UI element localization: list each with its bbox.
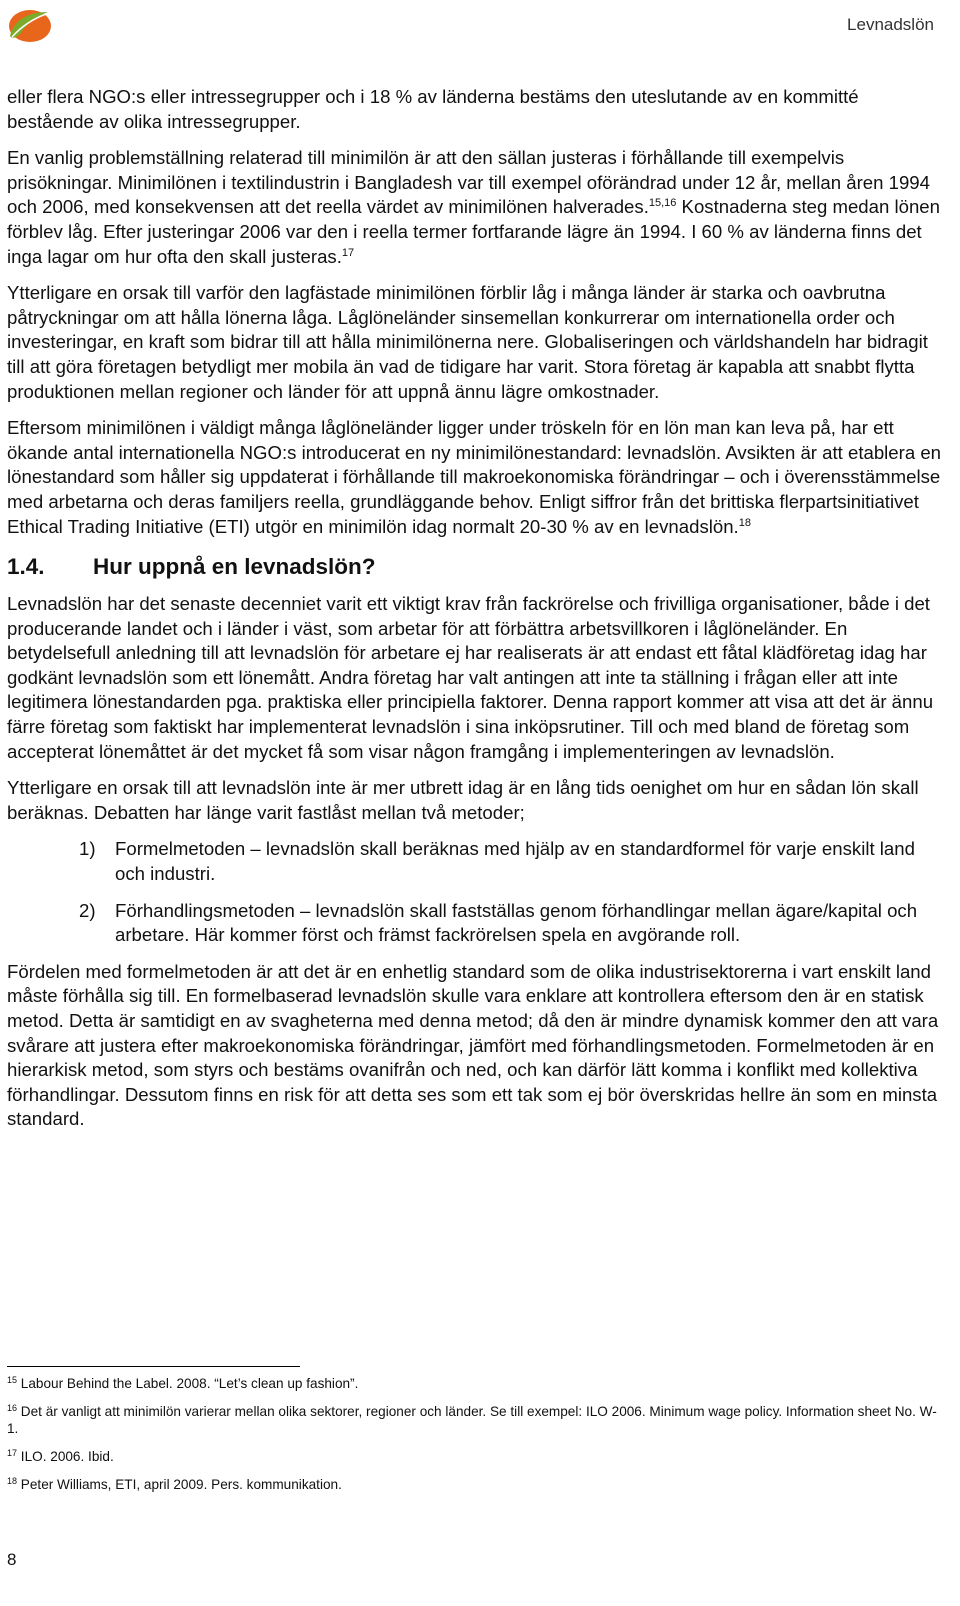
leaf-logo-icon <box>4 6 52 44</box>
footnotes <box>7 1376 942 1505</box>
footnote-number: 18 <box>7 1475 18 1486</box>
footnote: $^{17}$ ILO. 2006. Ibid. <box>7 1447 114 1464</box>
footnote: $^{18}$ Peter Williams, ETI, april 2009. Pers. kommunikation. <box>7 1475 342 1492</box>
document-body <box>7 85 947 1144</box>
paragraph: Fördelen med formelmetoden är att det är en enhetlig standard som de olika industrisektorerna i vart enskilt land måste förhålla sig till. En formelbaserad levnadslön skulle vara enklare att kontrollera eftersom den är en statisk metod. Detta är samtidigt en av svagheterna med denna metod; då den är mindre dynamisk kommer den att vara svårare att justera efter makroekonomiska förändringar, jämfört med förhandlingsmetoden. Formelmetoden är en hierarkisk metod, som styrs och bestäms ovanifrån och ned, och kan därför lätt komma i konflikt med kollektiva förhandlingar. Dessutom finns en risk för att detta ses som ett tak som ej bör överskridas hellre än som en minsta standard. <box>7 960 939 1130</box>
paragraph: Eftersom minimilönen i väldigt många låglöneländer ligger under tröskeln för en lön man kan leva på, har ett ökande antal internationella NGO:s introducerat en ny minimilönestandard: levnadslön. Avsikten är att etablera en lönestandard som håller sig uppdaterat i förhållande till makroekonomiska förändringar – och i överensstämmelse med arbetarna och deras familjers reella, grundläggande behov. Enligt siffror från det brittiska flerpartsinitiativet Ethical Trading Initiative (ETI) utgör en minimilön idag normalt 20-30 % av en levnadslön.$^{18}$ <box>7 417 942 537</box>
footnote-number: 16 <box>7 1403 18 1413</box>
footnote-separator <box>7 1366 300 1367</box>
footnote-ref[interactable]: 17 <box>341 246 355 259</box>
paragraph: Levnadslön har det senaste decenniet varit ett viktigt krav från fackrörelse och frivilliga organisationer, både i det producerande landet och i länder i väst, som arbetar för att förbättra arbetsvillkoren i låglöneländer. En betydelsefull anledning till att levnadslön för arbetare ej har realiserats är att endast ett fåtal klädföretag idag har godkänt levnadslön som ett lönemått. Andra företag har valt antingen att inte ta ställning i frågan eller att inte legitimera lönestandarden pga. praktiska eller principiella faktorer. Denna rapport kommer att visa att det är ännu färre företag som faktiskt har implementerat levnadslön i sina inköpsrutiner. Till och med bland de företag som accepterat lönemåttet är det mycket få som visar någon framgång i implementeringen av levnadslön. <box>7 593 934 762</box>
running-header-title: Levnadslön <box>847 15 934 34</box>
paragraph: eller flera NGO:s eller intressegrupper och i 18 % av länderna bestäms den uteslutande av en kommitté bestående av olika intressegrupper. <box>7 86 859 132</box>
footnote-number: 15 <box>7 1375 18 1385</box>
footnote-ref[interactable]: 15,16 <box>648 197 677 210</box>
numbered-list <box>7 837 947 947</box>
list-item: 2) Förhandlingsmetoden – levnadslön skall fastställas genom förhandlingar mellan ägare/kapital och arbetare. Här kommer först och främst fackrörelsen spela en avgörande roll. <box>79 899 918 946</box>
page-number: 8 <box>7 1550 17 1569</box>
footnote-ref[interactable]: 18 <box>738 516 751 529</box>
paragraph: En vanlig problemställning relaterad till minimilön är att den sällan justeras i förhållande till exempelvis prisökningar. Minimilönen i textilindustrin i Bangladesh var till exempel oförändrad under 12 år, mellan åren 1994 och 2006, med konsekvensen att det reella värdet av minimilönen halverades.$^{15,16}$ Kostnaderna steg medan lönen förblev låg. Efter justeringar 2006 var den i reella termer fortfarande lägre än 1994. I 60 % av länderna finns det inga lagar om hur ofta den skall justeras.$^{17}$ <box>7 147 940 267</box>
list-marker: 2) <box>79 899 96 921</box>
list-marker: 1) <box>79 838 96 860</box>
footnote: $^{15}$ Labour Behind the Label. 2008. “Let’s clean up fashion”. <box>7 1375 359 1391</box>
section-number: 1.4. <box>7 554 45 580</box>
footnote-number: 17 <box>7 1447 18 1458</box>
section-heading <box>7 553 947 581</box>
paragraph: Ytterligare en orsak till att levnadslön inte är mer utbrett idag är en lång tids oenighet om hur en sådan lön skall beräknas. Debatten har länge varit fastlåst mellan två metoder; <box>7 777 919 823</box>
footnote: $^{16}$ Det är vanligt att minimilön varierar mellan olika sektorer, regioner och länder. Se till exempel: ILO 2006. Minimum wage policy. Information sheet No. W-1. <box>7 1403 937 1436</box>
section-title: Hur uppnå en levnadslön? <box>93 554 376 580</box>
paragraph: Ytterligare en orsak till varför den lagfästade minimilönen förblir låg i många länder är starka och oavbrutna påtryckningar om att hålla lönerna låga. Låglöneländer sinsemellan konkurrerar om internationella order och investeringar, en kraft som bidrar till att hålla minimilönerna nere. Globaliseringen och världshandeln har bidragit till att göra företagen betydligt mer mobila än vad de tidigare har varit. Stora företag är kapabla att snabbt flytta produktionen mellan regioner och länder för att uppnå ännu lägre omkostnader. <box>7 282 928 402</box>
list-item: 1) Formelmetoden – levnadslön skall beräknas med hjälp av en standardformel för varje enskilt land och industri. <box>79 838 915 885</box>
